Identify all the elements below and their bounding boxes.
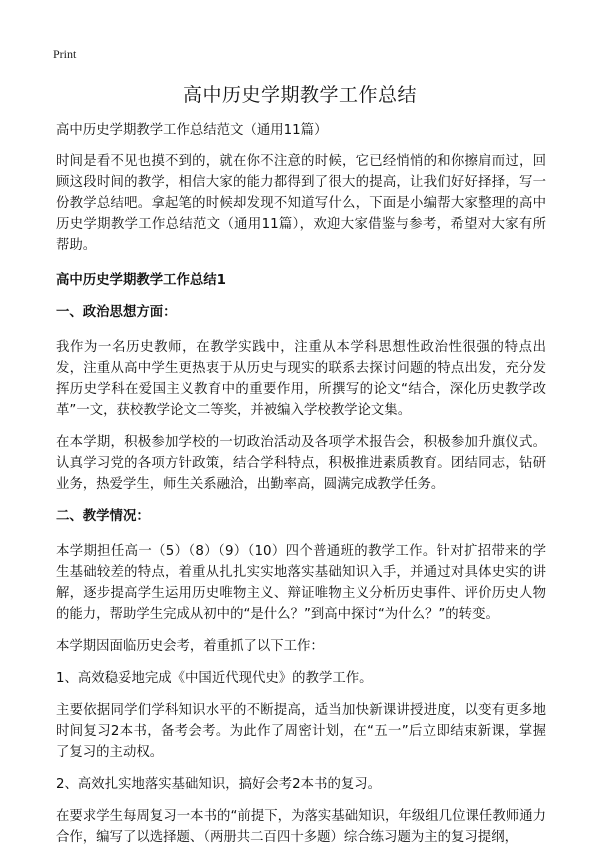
paragraph-teaching-3: 1、高效稳妥地完成《中国近代现代史》的教学工作。 [56, 671, 373, 686]
document-body [56, 120, 546, 848]
document-subtitle: 高中历史学期教学工作总结范文（通用11篇） [56, 123, 328, 138]
heading-politics: 一、政治思想方面： [56, 305, 177, 320]
paragraph-teaching-2: 本学期因面临历史会考，着重抓了以下工作： [56, 639, 324, 654]
paragraph-politics-1: 我作为一名历史教师，在教学实践中，注重从本学科思想性政治性很强的特点出发，注重从高中学生更热衷于从历史与现实的联系去探讨问题的特点出发，充分发挥历史学科在爱国主义教育中的重要作用，所撰写的论文“结合，深化历史教学改革”一文，获校教学论文二等奖，并被编入学校教学论文集。 [56, 340, 546, 418]
page-title: 高中历史学期教学工作总结 [182, 84, 417, 106]
paragraph-politics-2: 在本学期，积极参加学校的一切政治活动及各项学术报告会，积极参加升旗仪式。认真学习党的各项方针政策，结合学科特点，积极推进素质教育。团结同志，钻研业务，热爱学生，师生关系融洽，出勤率高，圆满完成教学任务。 [56, 435, 546, 492]
section-title: 高中历史学期教学工作总结1 [56, 273, 227, 288]
print-link[interactable]: Print [53, 47, 77, 61]
paragraph-teaching-1: 本学期担任高一（5）（8）（9）（10）四个普通班的教学工作。针对扩招带来的学生基础较差的特点，着重从扎扎实实地落实基础知识入手，并通过对具体史实的讲解，逐步提高学生运用历史唯物主义、辩证唯物主义分析历史事件、评价历史人物的能力，帮助学生完成从初中的“是什么？”到高中探讨“为什么？”的转变。 [56, 544, 546, 622]
heading-teaching: 二、教学情况： [56, 509, 150, 524]
paragraph-teaching-6: 在要求学生每周复习一本书的“前提下，为落实基础知识，年级组几位课任教师通力合作，编写了以选择题、（两册共二百四十多题）综合练习题为主的复习提纲， [56, 809, 546, 845]
intro-paragraph: 时间是看不见也摸不到的，就在你不注意的时候，它已经悄悄的和你擦肩而过，回顾这段时间的教学，相信大家的能力都得到了很大的提高，让我们好好择择，写一份教学总结吧。拿起笔的时候却发现不知道写什么，下面是小编帮大家整理的高中历史学期教学工作总结范文（通用11篇），欢迎大家借鉴与参考，希望对大家有所帮助。 [56, 154, 546, 253]
paragraph-teaching-5: 2、高效扎实地落实基础知识，搞好会考2本书的复习。 [56, 777, 382, 792]
paragraph-teaching-4: 主要依据同学们学科知识水平的不断提高，适当加快新课讲授进度，以变有更多地时间复习2本书，备考会考。为此作了周密计划，在“五一”后立即结束新课，掌握了复习的主动权。 [56, 703, 546, 760]
